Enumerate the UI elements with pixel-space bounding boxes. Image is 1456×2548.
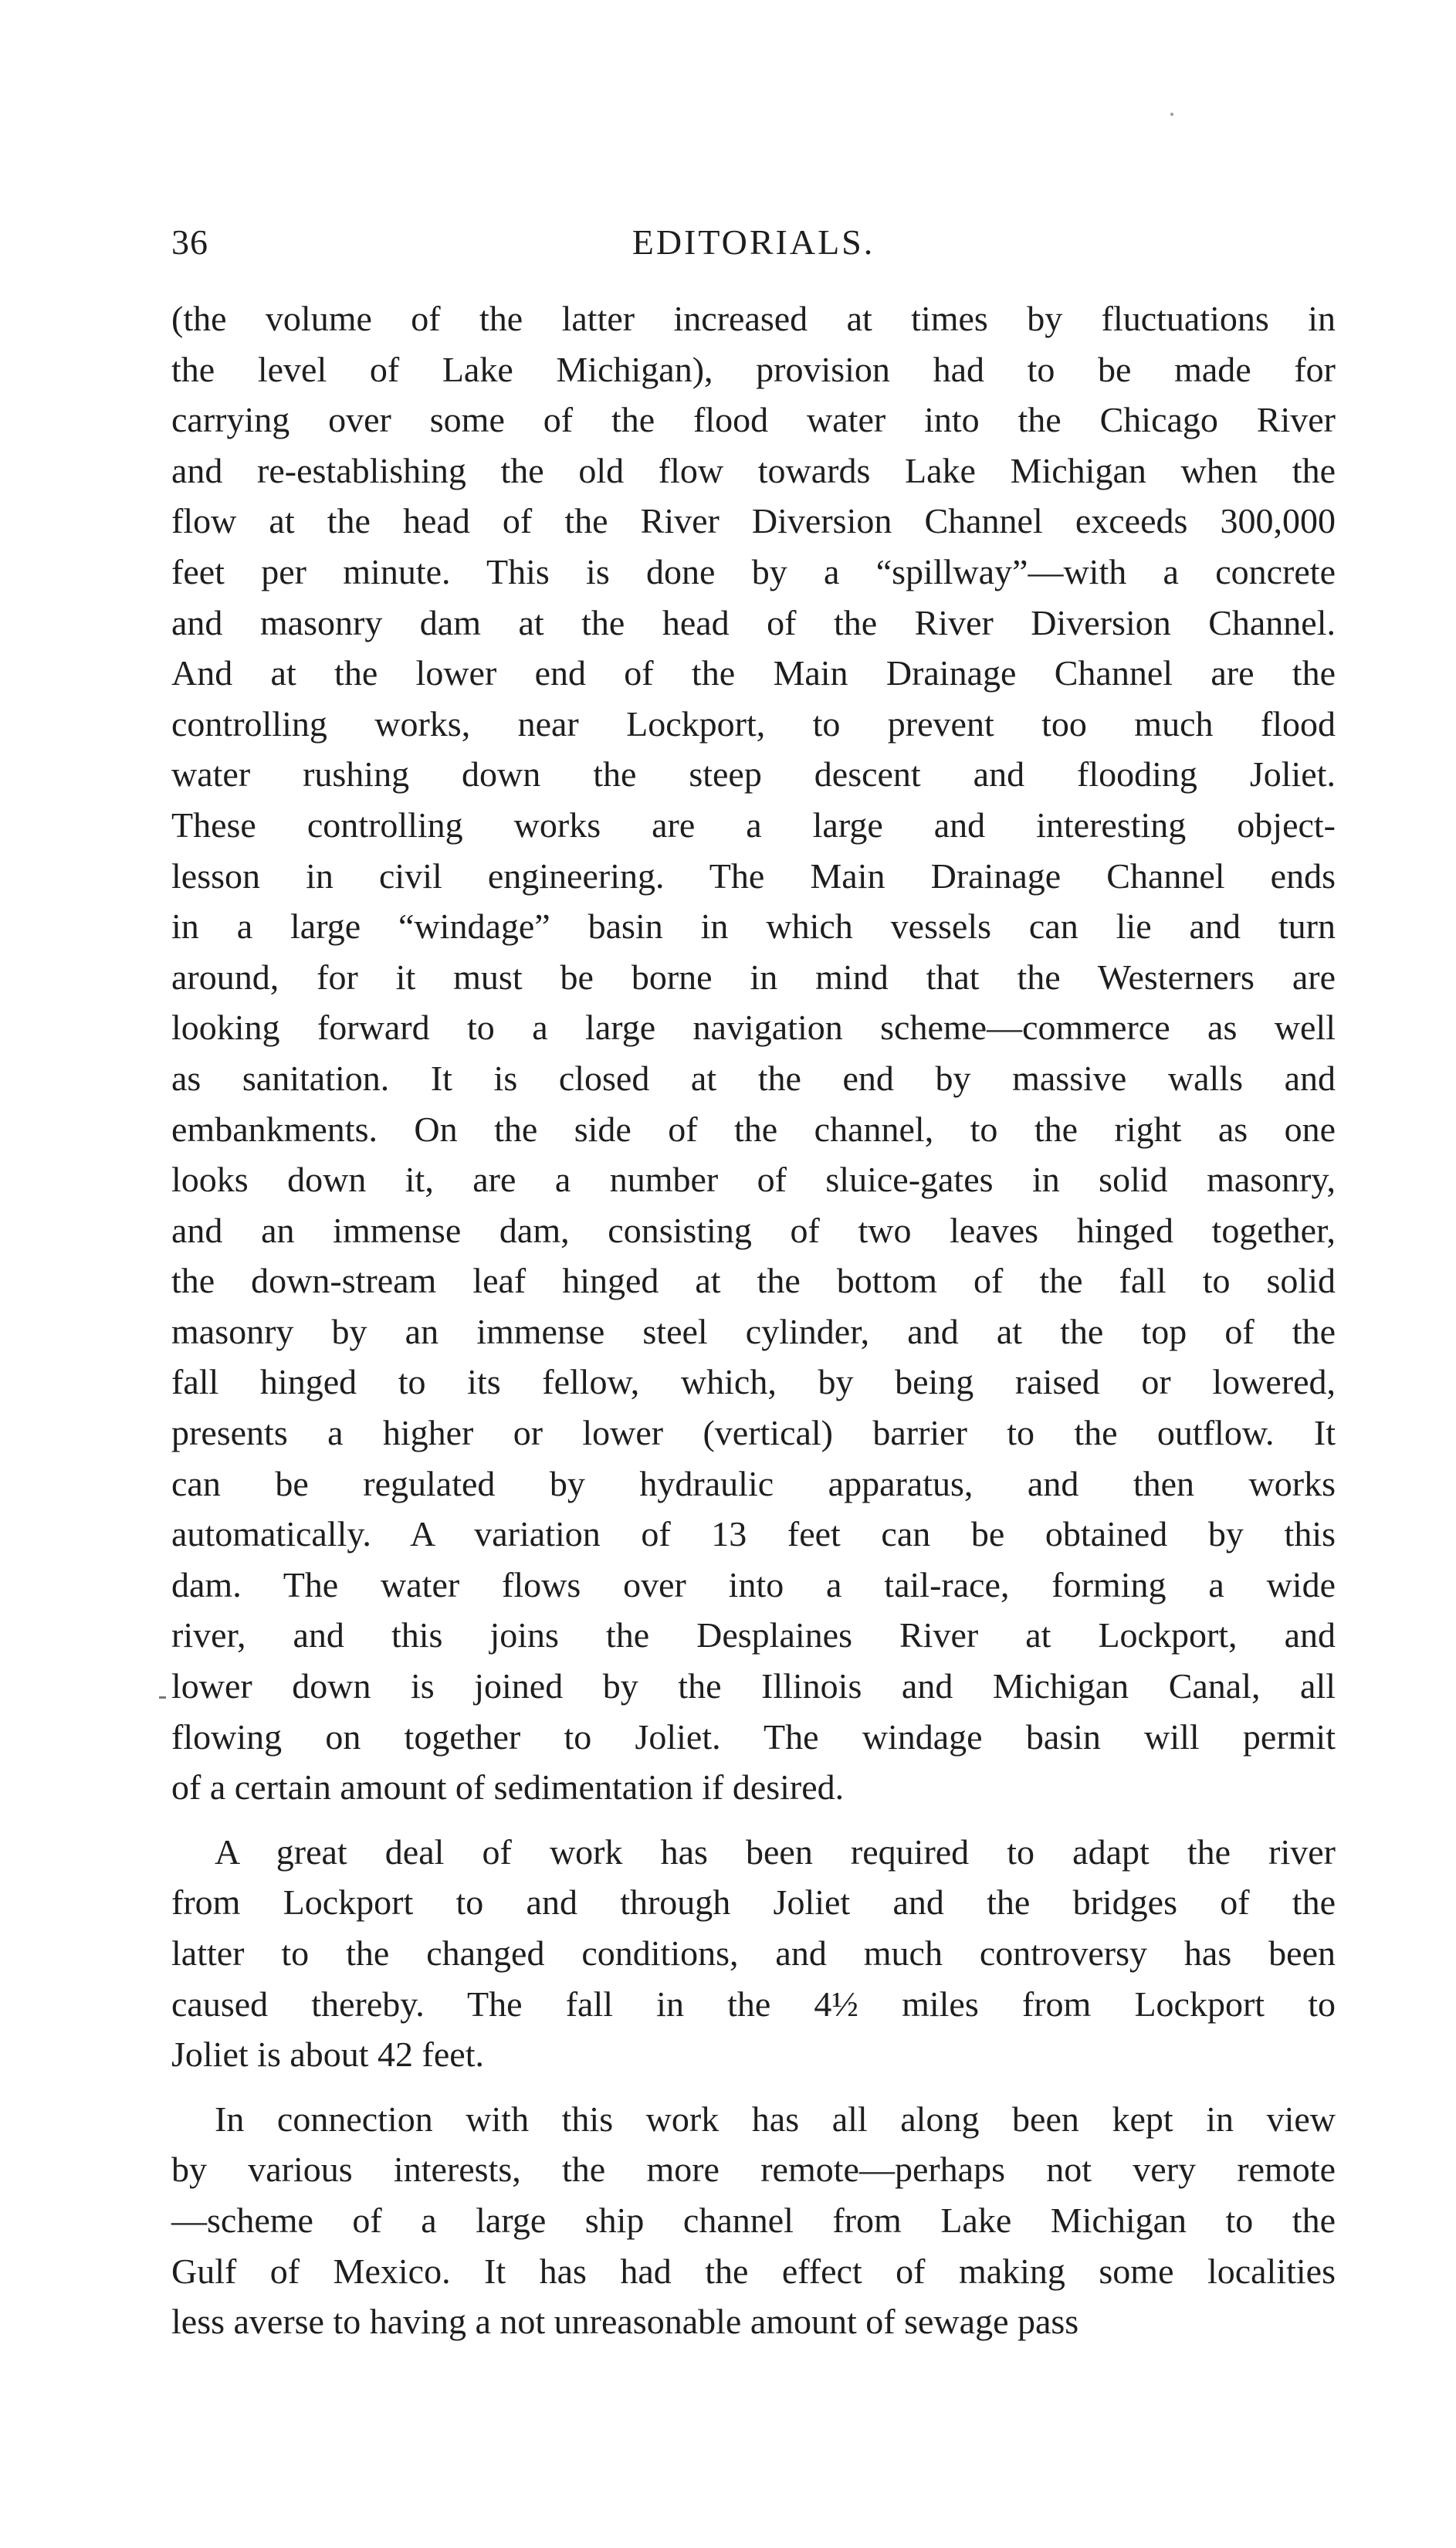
- text-line: and an immense dam, consisting of two leaves hinged together,: [171, 1210, 1336, 1250]
- running-title: EDITORIALS.: [631, 222, 875, 262]
- text-line: less averse to having a not unreasonable amount of sewage pass: [171, 2302, 1079, 2342]
- paragraph: [171, 2094, 1336, 2347]
- text-line: These controlling works are a large and interesting object-: [171, 805, 1336, 845]
- text-line: flowing on together to Joliet. The windage basin will permit: [171, 1716, 1336, 1757]
- text-line: the down-stream leaf hinged at the bottom of the fall to solid: [171, 1261, 1336, 1301]
- text-line: of a certain amount of sedimentation if desired.: [171, 1767, 845, 1808]
- text-line: carrying over some of the flood water into the Chicago River: [171, 400, 1336, 440]
- text-line: can be regulated by hydraulic apparatus, and then works: [171, 1463, 1336, 1503]
- text-line: around, for it must be borne in mind that the Westerners are: [171, 957, 1336, 997]
- text-line: the level of Lake Michigan), provision had to be made for: [171, 349, 1336, 389]
- text-line: masonry by an immense steel cylinder, and at the top of the: [171, 1311, 1336, 1351]
- text-line: feet per minute. This is done by a “spillway”—with a concrete: [171, 551, 1336, 591]
- text-line: dam. The water flows over into a tail-race, forming a wide: [171, 1564, 1336, 1604]
- text-line: A great deal of work has been required to adapt the river: [215, 1831, 1336, 1872]
- text-line: —scheme of a large ship channel from Lake Michigan to the: [171, 2200, 1336, 2240]
- running-head: [171, 218, 1336, 267]
- text-line: river, and this joins the Desplaines River at Lockport, and: [171, 1615, 1336, 1655]
- text-line: In connection with this work has all along been kept in view: [215, 2099, 1336, 2139]
- text-line: automatically. A variation of 13 feet can be obtained by this: [171, 1514, 1336, 1554]
- margin-mark: [159, 1696, 166, 1699]
- text-line: lower down is joined by the Illinois and Michigan Canal, all: [171, 1666, 1336, 1706]
- text-line: fall hinged to its fellow, which, by being raised or lowered,: [171, 1362, 1336, 1402]
- paragraph: [171, 1827, 1336, 2080]
- text-line: looks down it, are a number of sluice-gates in solid masonry,: [171, 1160, 1336, 1200]
- text-line: and masonry dam at the head of the River Diversion Channel.: [171, 602, 1336, 642]
- text-line: lesson in civil engineering. The Main Drainage Channel ends: [171, 856, 1336, 896]
- text-line: by various interests, the more remote—perhaps not very remote: [171, 2150, 1336, 2190]
- text-line: from Lockport to and through Joliet and the bridges of the: [171, 1882, 1336, 1923]
- text-line: presents a higher or lower (vertical) barrier to the outflow. It: [171, 1413, 1336, 1453]
- body-text: [171, 293, 1336, 2347]
- text-line: as sanitation. It is closed at the end by massive walls and: [171, 1058, 1336, 1098]
- text-line: water rushing down the steep descent and flooding Joliet.: [171, 754, 1336, 795]
- text-line: And at the lower end of the Main Drainage Channel are the: [171, 653, 1336, 693]
- text-line: in a large “windage” basin in which vessels can lie and turn: [171, 906, 1336, 947]
- text-line: latter to the changed conditions, and much controversy has been: [171, 1933, 1336, 1973]
- text-line: embankments. On the side of the channel, to the right as one: [171, 1109, 1336, 1149]
- print-speck: [1170, 113, 1173, 116]
- text-line: and re-establishing the old flow towards Lake Michigan when the: [171, 450, 1336, 490]
- text-line: Gulf of Mexico. It has had the effect of making some localities: [171, 2251, 1336, 2291]
- text-line: flow at the head of the River Diversion Channel exceeds 300,000: [171, 501, 1336, 541]
- text-line: (the volume of the latter increased at times by fluctuations in: [171, 299, 1336, 338]
- page-number: 36: [171, 222, 208, 262]
- paragraph: [171, 293, 1336, 1813]
- text-line: caused thereby. The fall in the 4½ miles from Lockport to: [171, 1984, 1336, 2024]
- text-line: Joliet is about 42 feet.: [171, 2035, 484, 2075]
- text-line: controlling works, near Lockport, to prevent too much flood: [171, 703, 1336, 744]
- text-line: looking forward to a large navigation scheme—commerce as well: [171, 1008, 1336, 1048]
